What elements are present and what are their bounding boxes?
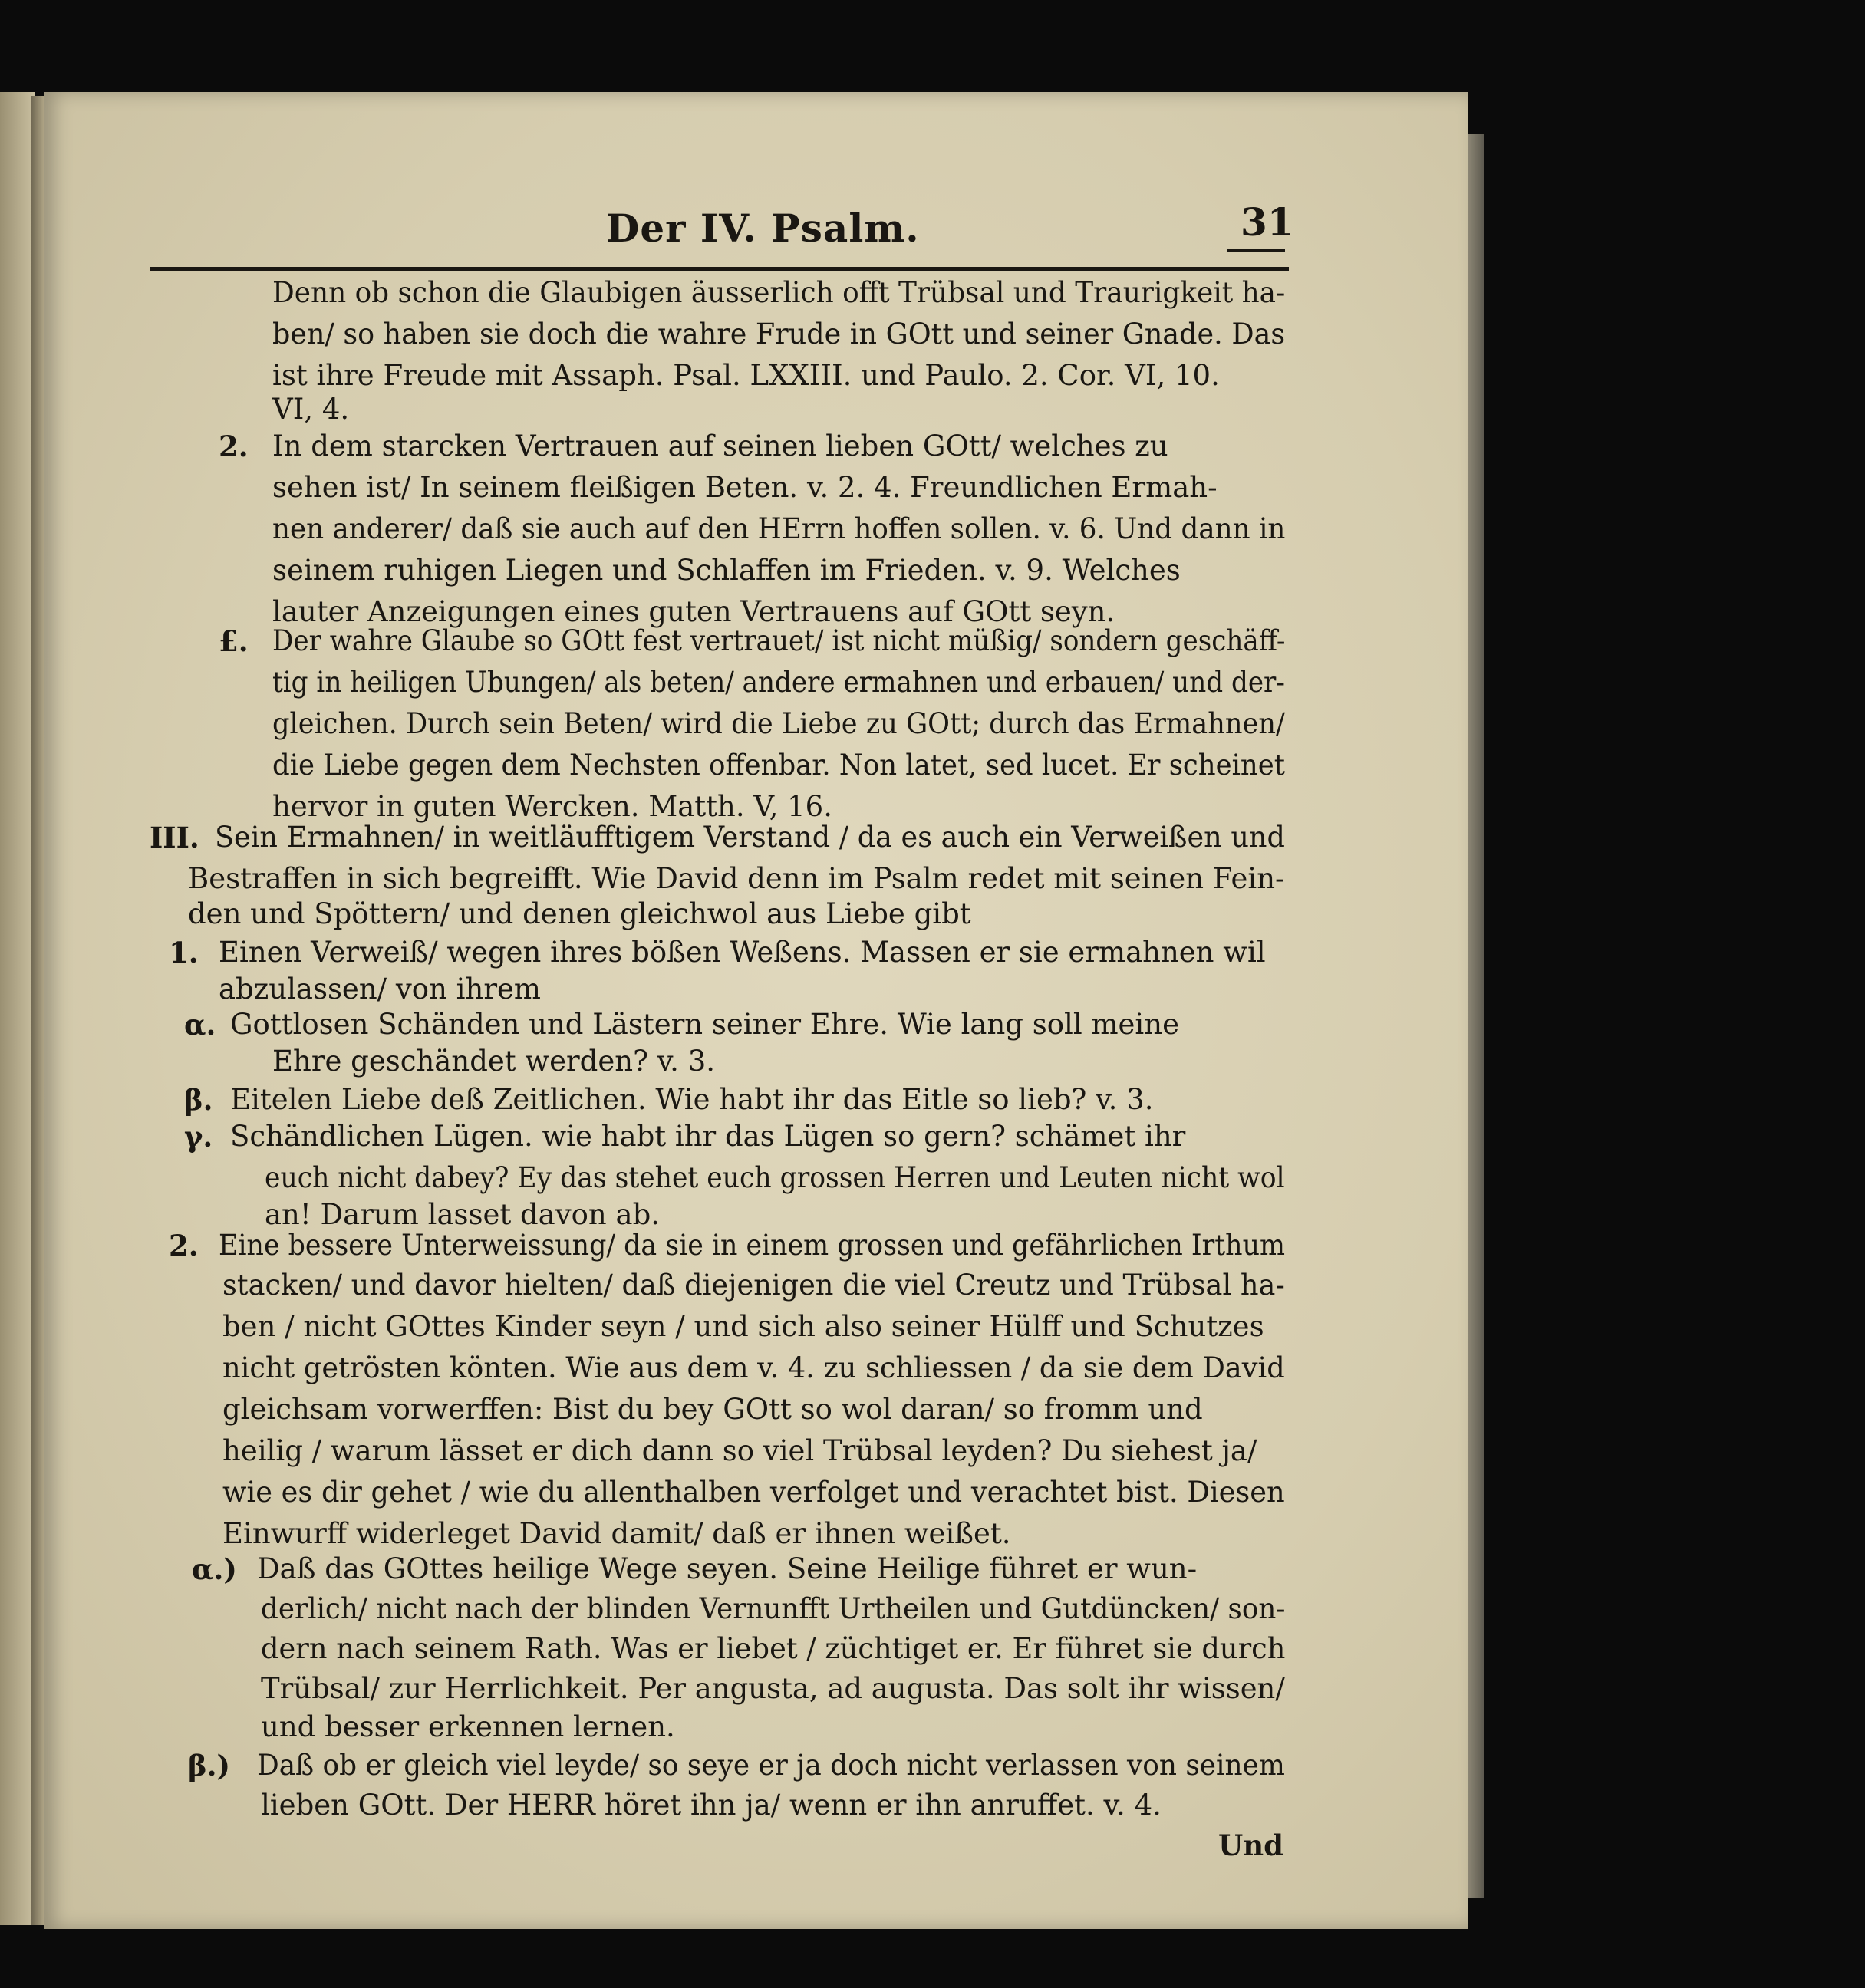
item-marker: 1.: [169, 936, 199, 969]
running-head: Der IV. Psalm.: [606, 206, 920, 251]
text-line: Ehre geschändet werden? v. 3.: [272, 1045, 716, 1078]
text-line: Daß das GOttes heilige Wege seyen. Seine Heilige führet er wun-: [257, 1552, 1198, 1585]
text-line: hervor in guten Wercken. Matth. V, 16.: [272, 790, 832, 823]
text-line: Trübsal/ zur Herrlichkeit. Per angusta, ad augusta. Das solt ihr wissen/: [261, 1672, 1285, 1705]
text-line: Sein Ermahnen/ in weitläufftigem Verstand / da es auch ein Verweißen und: [215, 821, 1285, 854]
text-line: und besser erkennen lernen.: [261, 1710, 675, 1743]
text-line: wie es dir gehet / wie du allenthalben verfolget und verachtet bist. Diesen: [222, 1476, 1285, 1509]
text-line: Der wahre Glaube so GOtt fest vertrauet/ ist nicht müßig/ sondern geschäff-: [272, 624, 1286, 657]
text-line: sehen ist/ In seinem fleißigen Beten. v. 2. 4. Freundlichen Ermah-: [272, 471, 1218, 504]
page-number-rule: [1227, 249, 1285, 252]
item-marker: β.: [184, 1083, 213, 1117]
text-line: derlich/ nicht nach der blinden Vernunfft Urtheilen und Gutdüncken/ son-: [261, 1592, 1286, 1625]
text-line: ist ihre Freude mit Assaph. Psal. LXXIII. und Paulo. 2. Cor. VI, 10.: [272, 359, 1220, 392]
text-line: Schändlichen Lügen. wie habt ihr das Lügen so gern? schämet ihr: [230, 1120, 1186, 1153]
text-line: abzulassen/ von ihrem: [219, 973, 541, 1006]
text-line: Eitelen Liebe deß Zeitlichen. Wie habt ihr das Eitle so lieb? v. 3.: [230, 1083, 1154, 1116]
text-line: lieben GOtt. Der HERR höret ihn ja/ wenn er ihn anruffet. v. 4.: [261, 1789, 1162, 1822]
text-line: Eine bessere Unterweissung/ da sie in einem grossen und gefährlichen Irthum: [219, 1229, 1286, 1262]
catchword: Und: [1218, 1828, 1284, 1862]
text-line: Denn ob schon die Glaubigen äusserlich offt Trübsal und Traurigkeit ha-: [272, 276, 1286, 309]
text-line: nicht getrösten könten. Wie aus dem v. 4. zu schliessen / da sie dem David: [222, 1351, 1285, 1384]
item-marker: β.): [188, 1749, 230, 1782]
section-marker: III.: [150, 821, 199, 854]
text-line: Gottlosen Schänden und Lästern seiner Ehre. Wie lang soll meine: [230, 1008, 1179, 1041]
text-line: ben/ so haben sie doch die wahre Frude in GOtt und seiner Gnade. Das: [272, 318, 1286, 351]
text-line: Einwurff widerleget David damit/ daß er ihnen weißet.: [222, 1517, 1011, 1550]
item-marker: γ.: [184, 1120, 213, 1154]
text-line: In dem starcken Vertrauen auf seinen lieben GOtt/ welches zu: [272, 430, 1168, 462]
item-marker: 2.: [219, 430, 249, 463]
text-line: die Liebe gegen dem Nechsten offenbar. Non latet, sed lucet. Er scheinet: [272, 749, 1285, 782]
text-line: gleichen. Durch sein Beten/ wird die Liebe zu GOtt; durch das Ermahnen/: [272, 707, 1285, 740]
text-line: den und Spöttern/ und denen gleichwol aus Liebe gibt: [188, 897, 971, 930]
text-line: ben / nicht GOttes Kinder seyn / und sich also seiner Hülff und Schutzes: [222, 1310, 1264, 1343]
text-line: Daß ob er gleich viel leyde/ so seye er ja doch nicht verlassen von seinem: [257, 1749, 1285, 1782]
text-line: stacken/ und davor hielten/ daß diejenigen die viel Creutz und Trübsal ha-: [222, 1269, 1285, 1302]
text-line: Einen Verweiß/ wegen ihres bößen Weßens. Massen er sie ermahnen wil: [219, 936, 1266, 969]
text-line: gleichsam vorwerffen: Bist du bey GOtt so wol daran/ so fromm und: [222, 1393, 1203, 1426]
text-line: dern nach seinem Rath. Was er liebet / züchtiget er. Er führet sie durch: [261, 1632, 1286, 1665]
text-line: nen anderer/ daß sie auch auf den HErrn hoffen sollen. v. 6. Und dann in: [272, 512, 1286, 545]
text-line: lauter Anzeigungen eines guten Vertrauens auf GOtt seyn.: [272, 595, 1115, 628]
text-line: seinem ruhigen Liegen und Schlaffen im Frieden. v. 9. Welches: [272, 554, 1181, 587]
item-marker: £.: [219, 624, 249, 658]
page-number: 31: [1241, 199, 1294, 245]
text-line: VI, 4.: [272, 393, 350, 426]
text-line: heilig / warum lässet er dich dann so viel Trübsal leyden? Du siehest ja/: [222, 1434, 1257, 1467]
item-marker: 2.: [169, 1229, 199, 1262]
text-line: an! Darum lasset davon ab.: [265, 1198, 661, 1231]
text-line: euch nicht dabey? Ey das stehet euch grossen Herren und Leuten nicht wol: [265, 1161, 1285, 1194]
text-line: tig in heiligen Ubungen/ als beten/ andere ermahnen und erbauen/ und der-: [272, 666, 1285, 699]
text-line: Bestraffen in sich begreifft. Wie David denn im Psalm redet mit seinen Fein-: [188, 862, 1285, 895]
item-marker: α.): [192, 1552, 237, 1586]
item-marker: α.: [184, 1008, 216, 1042]
header-rule: [150, 267, 1289, 271]
